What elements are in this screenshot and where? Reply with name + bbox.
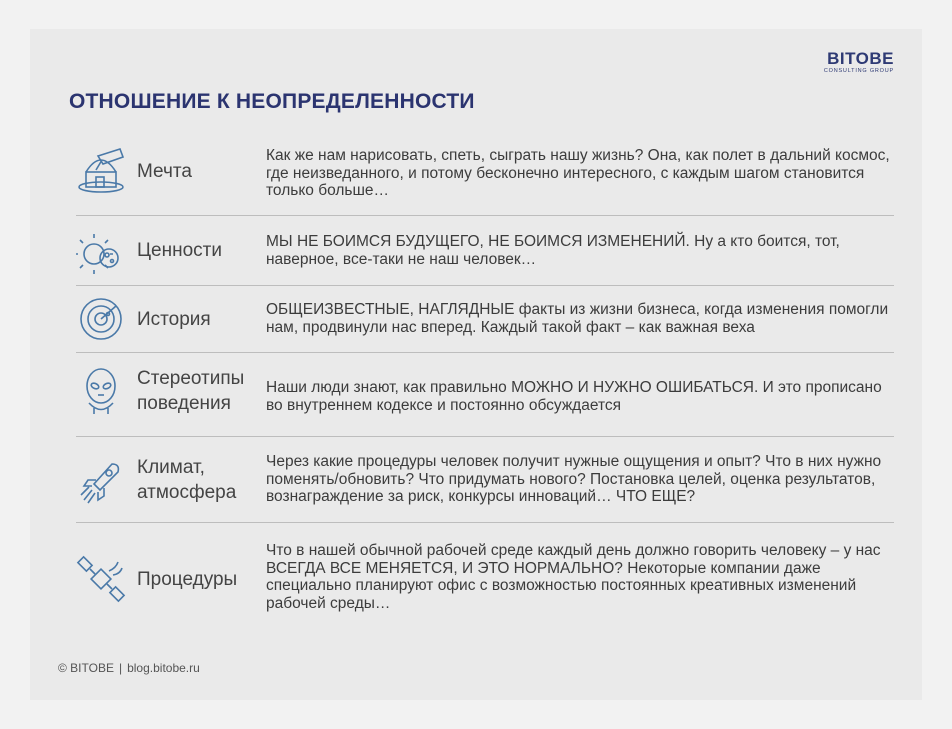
row-description: Что в нашей обычной рабочей среде каждый день должно говорить человеку – у нас ВСЕГДА ВСЕ МЕНЯЕТСЯ, И ЭТО НОРМАЛЬНО? Некоторые компании даже специально планируют офис с возможностью постоянных креативных изменений рабочей среды… bbox=[266, 542, 881, 612]
alien-icon bbox=[76, 366, 126, 416]
list-item-history bbox=[76, 291, 894, 351]
row-description: Наши люди знают, как правильно МОЖНО И НУЖНО ОШИБАТЬСЯ. И это прописано во внутреннем кодексе и постоянно обсуждается bbox=[266, 379, 882, 414]
row-description: МЫ НЕ БОИМСЯ БУДУЩЕГО, НЕ БОИМСЯ ИЗМЕНЕНИЙ. Ну а кто боится, тот, наверное, все-таки не наш человек… bbox=[266, 233, 840, 268]
sun-planet-icon bbox=[76, 230, 126, 280]
footer-copyright: © BITOBE bbox=[58, 661, 114, 675]
brand-tagline: CONSULTING GROUP bbox=[823, 68, 894, 74]
row-label-line: атмосфера bbox=[137, 482, 237, 503]
list-item-climate bbox=[76, 444, 894, 520]
brand-name: BITOBE bbox=[827, 49, 894, 68]
row-label bbox=[137, 366, 244, 416]
list-item-values bbox=[76, 222, 894, 284]
list-item-procedures bbox=[76, 540, 894, 620]
row-divider bbox=[76, 285, 894, 286]
row-label-line: Климат, bbox=[137, 457, 205, 478]
footer bbox=[58, 661, 200, 675]
row-label-line: поведения bbox=[137, 393, 231, 414]
row-divider bbox=[76, 436, 894, 437]
footer-separator: | bbox=[118, 661, 123, 675]
row-description: Как же нам нарисовать, спеть, сыграть нашу жизнь? Она, как полет в дальний космос, где неизведанного, и потому бесконечно интересного, с каждым шагом становится только больше… bbox=[266, 147, 890, 199]
row-label: Процедуры bbox=[137, 569, 238, 590]
brand-logo bbox=[824, 50, 894, 74]
row-label: История bbox=[137, 309, 211, 330]
satellite-icon bbox=[76, 554, 126, 604]
row-divider bbox=[76, 352, 894, 353]
radar-icon bbox=[76, 294, 126, 344]
row-description: Через какие процедуры человек получит нужные ощущения и опыт? Что в них нужно поменять/обновить? Что придумать нового? Постановка целей, оценка результатов, вознаграждение за риск, конкурсы инноваций… ЧТО ЕЩЕ? bbox=[266, 453, 882, 505]
page-title: ОТНОШЕНИЕ К НЕОПРЕДЕЛЕННОСТИ bbox=[69, 90, 475, 113]
row-label: Мечта bbox=[137, 161, 192, 182]
row-description: ОБЩЕИЗВЕСТНЫЕ, НАГЛЯДНЫЕ факты из жизни бизнеса, когда изменения помогли нам, продвинули нас вперед. Каждый такой факт – как важная веха bbox=[266, 301, 889, 336]
footer-site-link[interactable]: blog.bitobe.ru bbox=[127, 661, 200, 675]
row-label-line: Стереотипы bbox=[137, 368, 245, 389]
row-label bbox=[137, 455, 236, 505]
list-item-dream bbox=[76, 144, 894, 214]
list-item-behavior bbox=[76, 360, 894, 434]
row-divider bbox=[76, 522, 894, 523]
observatory-icon bbox=[76, 146, 126, 196]
rocket-icon bbox=[76, 458, 126, 508]
row-divider bbox=[76, 215, 894, 216]
row-label: Ценности bbox=[137, 240, 222, 261]
